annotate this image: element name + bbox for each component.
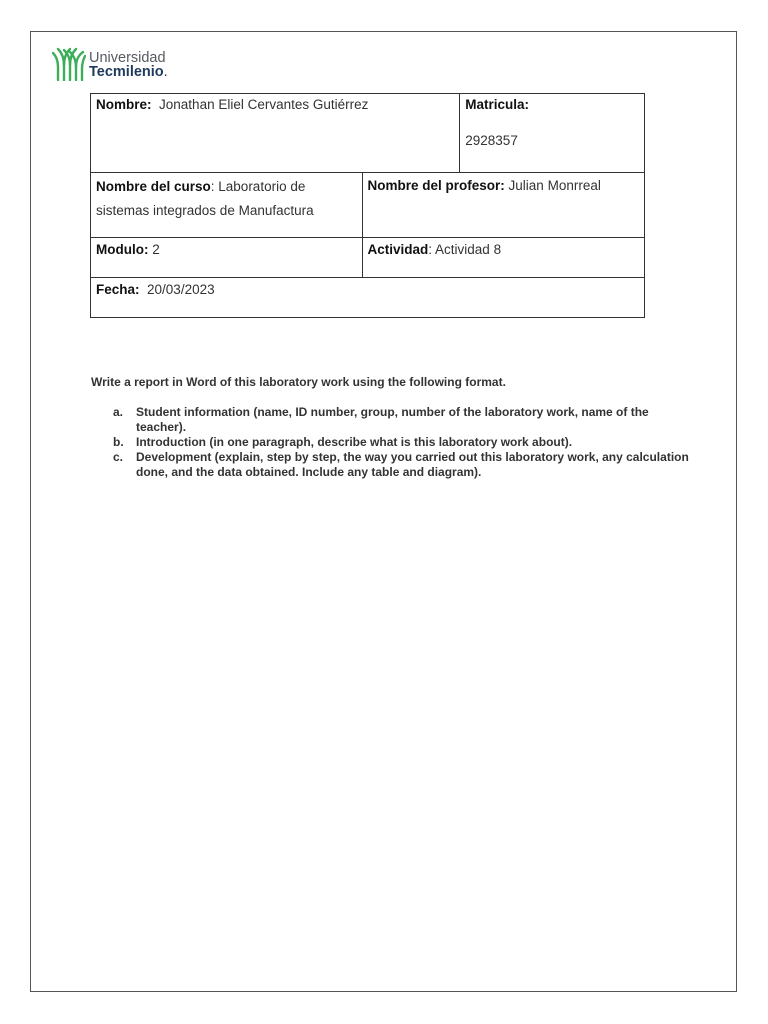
curso-label: Nombre del curso — [96, 179, 211, 194]
nombre-cell — [91, 94, 460, 173]
list-item-text: Development (explain, step by step, the way you carried out this laboratory work, any calculation done, and the data obtained. Include any table and diagram). — [136, 450, 689, 479]
nombre-label: Nombre: — [96, 97, 152, 112]
matricula-value: 2928357 — [465, 133, 518, 148]
student-info-table — [90, 93, 645, 318]
logo-tecmilenio-word: Tecmilenio — [89, 64, 164, 80]
actividad-cell — [362, 238, 644, 278]
logo-dot: . — [163, 64, 168, 80]
fecha-cell — [91, 278, 645, 318]
list-item — [91, 435, 691, 450]
profesor-cell — [362, 173, 644, 238]
list-item — [91, 450, 691, 480]
actividad-value: : Actividad 8 — [428, 242, 502, 257]
format-list — [91, 405, 691, 480]
logo-line-universidad: Universidad — [89, 50, 166, 66]
modulo-label: Modulo: — [96, 242, 149, 257]
tecmilenio-logo-icon — [52, 47, 86, 81]
list-item-text: Student information (name, ID number, group, number of the laboratory work, name of the teacher). — [136, 405, 649, 434]
list-marker: a. — [113, 405, 124, 419]
actividad-label: Actividad — [367, 242, 429, 257]
fecha-value: 20/03/2023 — [147, 282, 215, 297]
list-marker: b. — [113, 435, 124, 449]
nombre-value: Jonathan Eliel Cervantes Gutiérrez — [159, 97, 369, 112]
matricula-label: Matricula: — [465, 97, 530, 112]
profesor-value: Julian Monrreal — [504, 178, 601, 193]
report-instructions — [91, 375, 691, 480]
modulo-cell — [91, 238, 363, 278]
list-marker: c. — [113, 450, 124, 464]
list-item — [91, 405, 691, 435]
matricula-cell — [460, 94, 645, 173]
profesor-label: Nombre del profesor: — [367, 178, 505, 193]
curso-cell — [91, 173, 363, 238]
university-logo — [52, 47, 168, 83]
modulo-value: 2 — [148, 242, 160, 257]
fecha-label: Fecha: — [96, 282, 140, 297]
instructions-lead: Write a report in Word of this laboratory work using the following format. — [91, 375, 506, 389]
curso-value: : Laboratorio de sistemas integrados de Manufactura — [96, 179, 314, 218]
list-item-text: Introduction (in one paragraph, describe what is this laboratory work about). — [136, 435, 573, 449]
logo-line-tecmilenio — [89, 65, 168, 79]
